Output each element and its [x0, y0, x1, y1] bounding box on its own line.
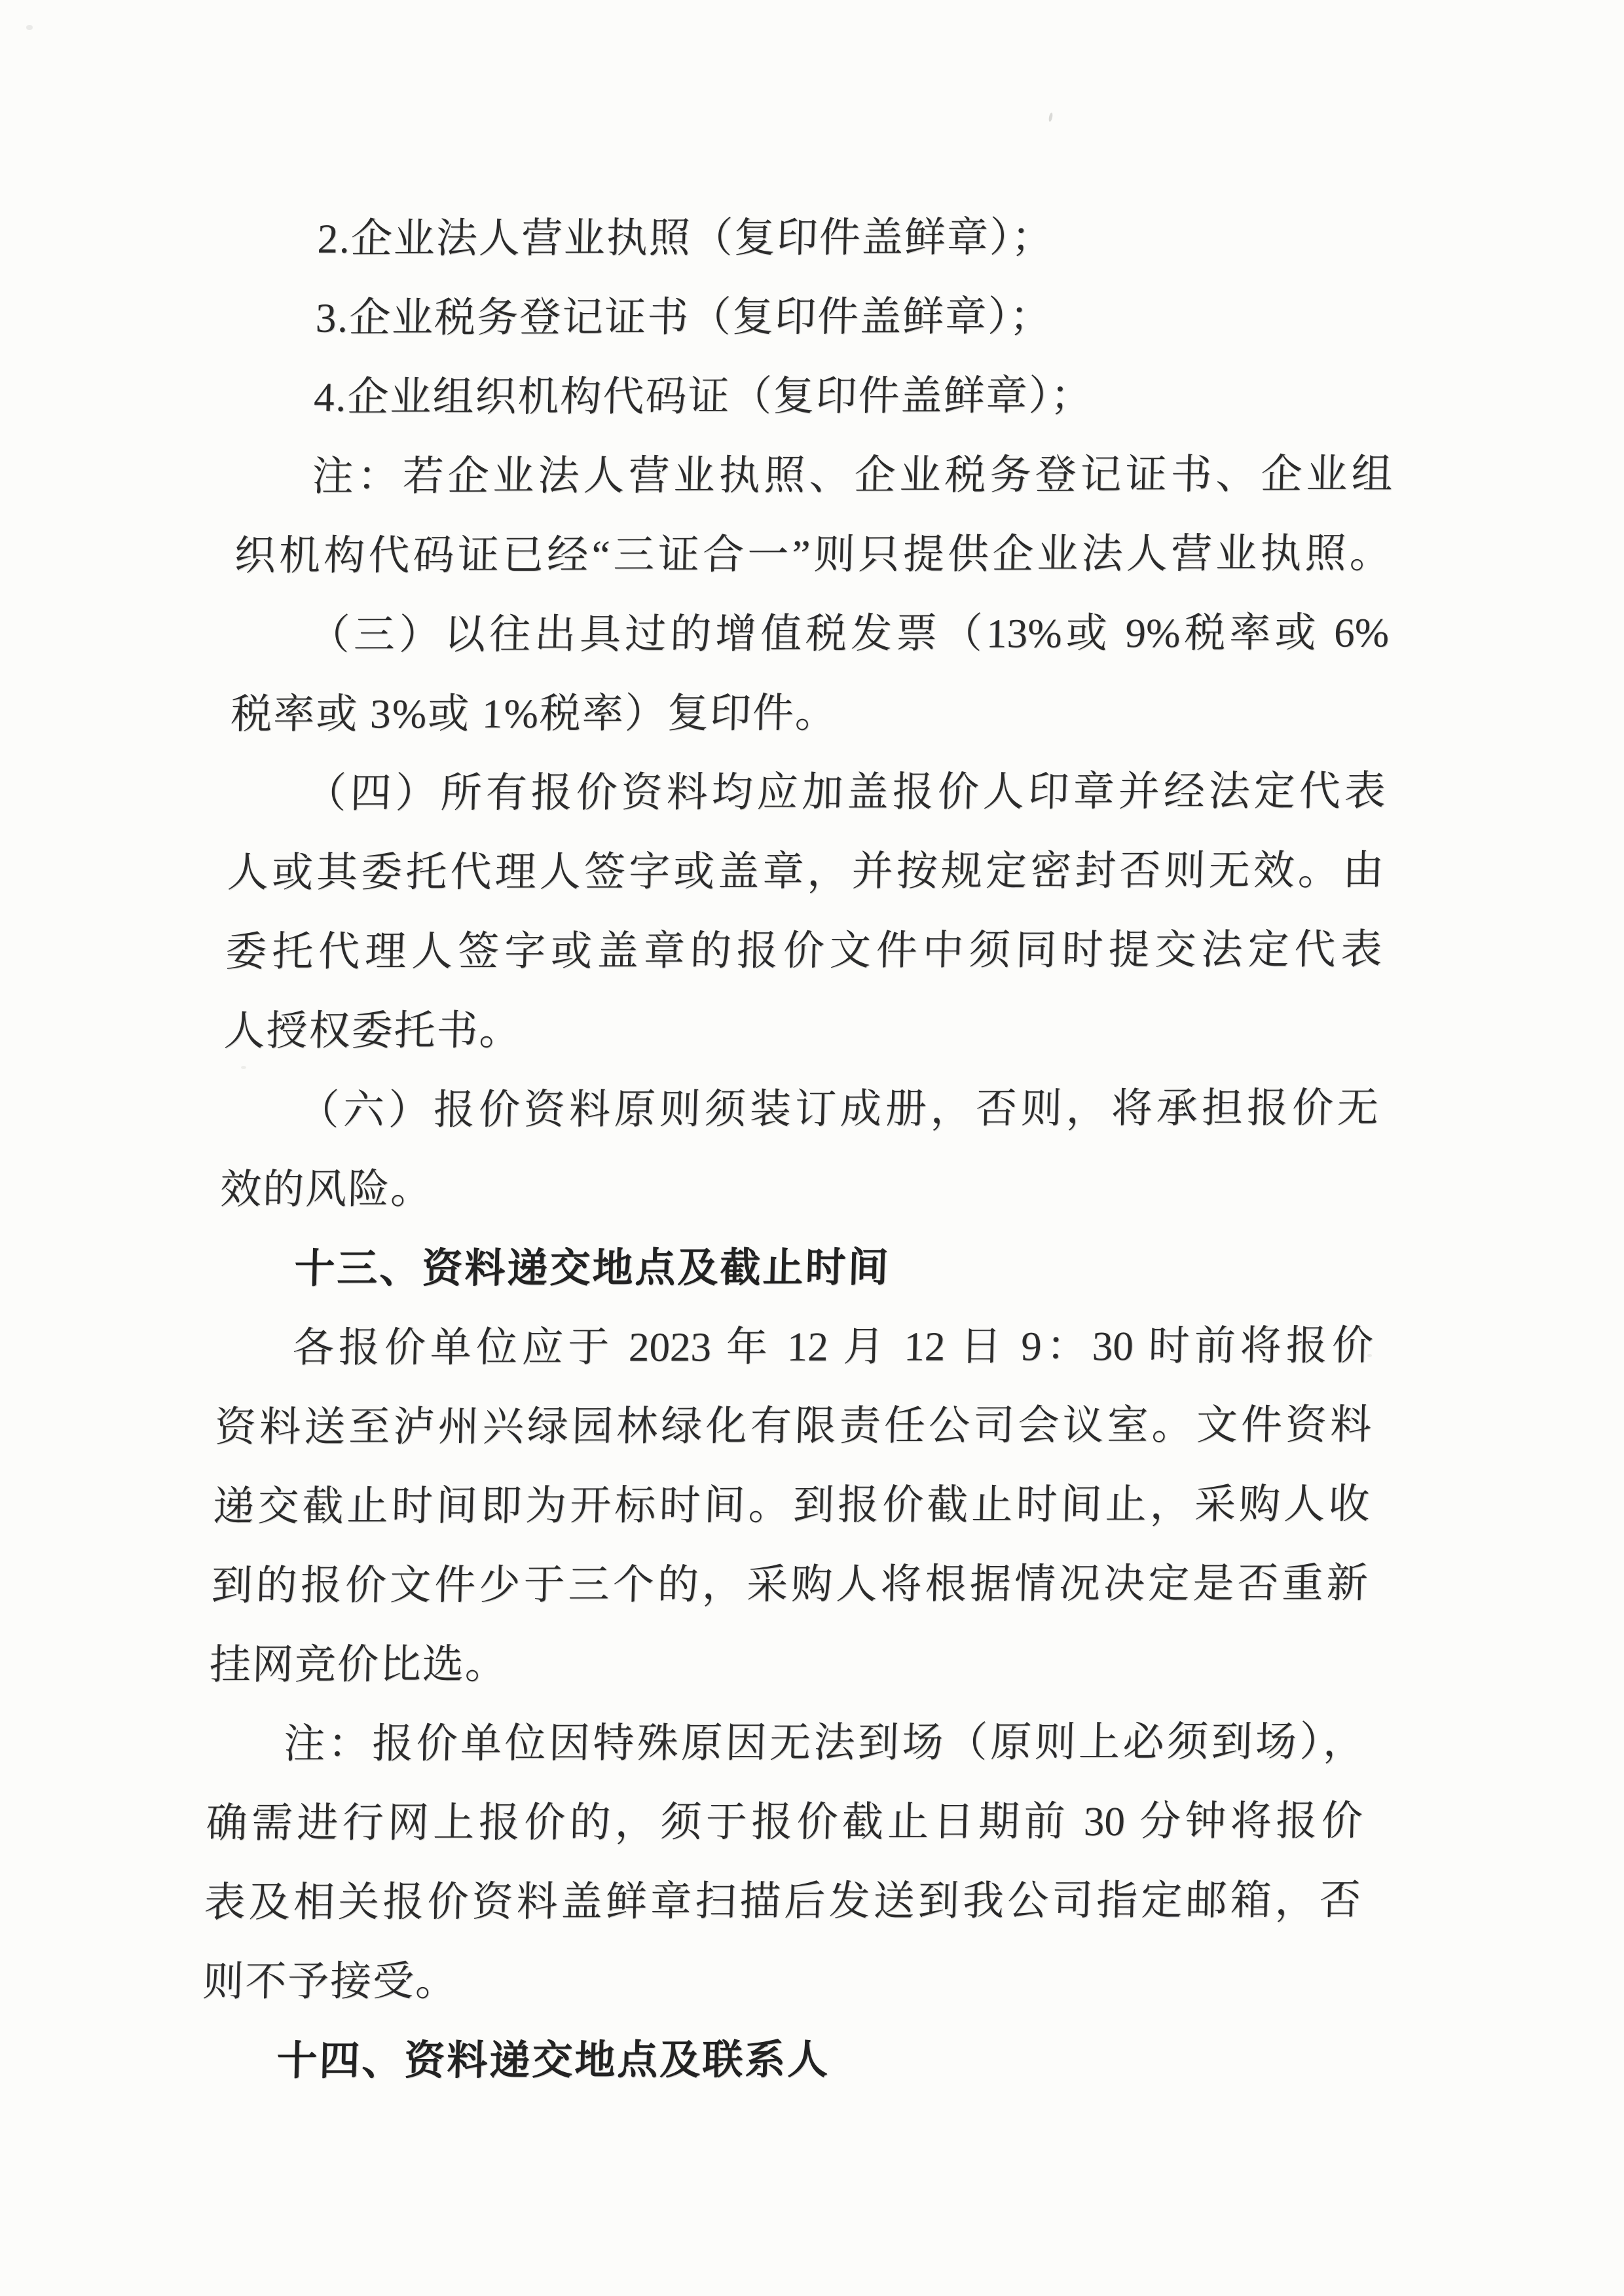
text-line: 人授权委托书。	[223, 1008, 523, 1054]
text-line: 委托代理人签字或盖章的报价文件中须同时提交法定代表	[225, 926, 1383, 975]
text-line: 注：报价单位因特殊原因无法到场（原则上必须到场），	[283, 1719, 1365, 1767]
text-line: 4.企业组织机构代码证（复印件盖鲜章）；	[313, 373, 1094, 420]
text-line: 效的风险。	[219, 1166, 434, 1212]
scan-artifact	[1367, 1354, 1372, 1357]
text-line: 2.企业法人营业执照（复印件盖鲜章）；	[316, 214, 1055, 262]
section-heading: 十三、资料递交地点及截止时间	[293, 1245, 891, 1292]
text-line: 资料送至泸州兴绿园林绿化有限责任公司会议室。文件资料	[214, 1402, 1372, 1450]
scan-artifact	[968, 623, 972, 627]
text-line: 挂网竞价比选。	[209, 1641, 508, 1688]
text-line: 注：若企业法人营业执照、企业税务登记证书、企业组	[311, 451, 1393, 500]
document-content	[200, 197, 1399, 2101]
text-line: （四）所有报价资料均应加盖报价人印章并经法定代表	[304, 768, 1386, 816]
text-line: 递交截止时间即为开标时间。到报价截止时间止，采购人收	[212, 1481, 1371, 1529]
text-line: 表及相关报价资料盖鲜章扫描后发送到我公司指定邮箱，否	[204, 1877, 1361, 1925]
text-line: 各报价单位应于 2023 年 12 月 12 日 9：30 时前将报价	[292, 1322, 1374, 1371]
text-line: 人或其委托代理人签字或盖章，并按规定密封否则无效。由	[227, 847, 1384, 896]
text-line: 到的报价文件少于三个的，采购人将根据情况决定是否重新	[210, 1560, 1369, 1609]
text-line: 确需进行网上报价的，须于报价截止日期前 30 分钟将报价	[205, 1798, 1363, 1846]
scan-artifact	[26, 25, 33, 30]
text-line: （六）报价资料原则须装订成册，否则，将承担报价无	[297, 1085, 1379, 1133]
section-heading: 十四、资料递交地点及联系人	[276, 2037, 831, 2084]
text-line: 则不予接受。	[202, 1958, 458, 2005]
text-line: 织机构代码证已经“三证合一”则只提供企业法人营业执照。	[234, 530, 1392, 579]
scan-artifact	[241, 1066, 246, 1069]
text-line: 税率或 3%或 1%税率）复印件。	[230, 690, 838, 737]
text-line: 3.企业税务登记证书（复印件盖鲜章）；	[315, 293, 1053, 341]
text-line: （三）以往出具过的增值税发票（13%或 9%税率或 6%	[308, 610, 1390, 658]
scan-artifact	[1048, 113, 1054, 122]
